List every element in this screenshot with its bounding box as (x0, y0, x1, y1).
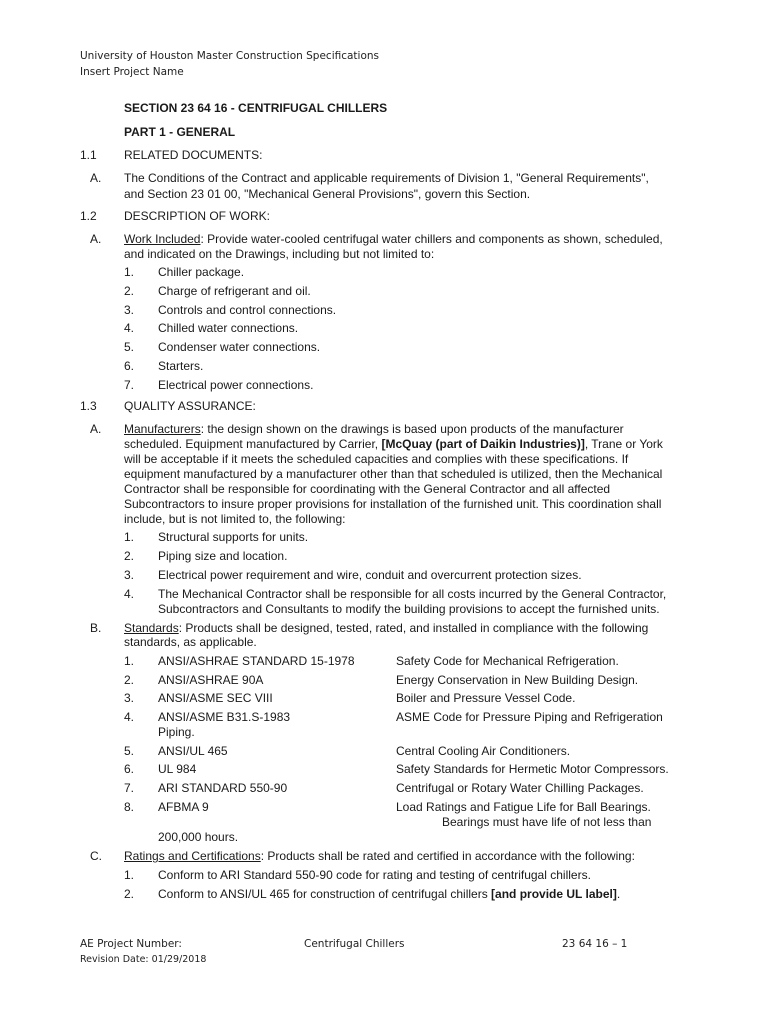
list-number: 1. (124, 265, 135, 279)
list-item: Condenser water connections. (158, 340, 321, 354)
bracketed-option: [and provide UL label] (491, 887, 617, 901)
paragraph-lead: Work Included (124, 232, 201, 246)
list-item (158, 886, 620, 902)
list-item: Starters. (158, 359, 204, 373)
paragraph-line: Contractor shall be responsible for coordinating with the General Contractor and all affected (124, 482, 611, 496)
standard-name: ANSI/UL 465 (158, 744, 228, 758)
standard-description: Central Cooling Air Conditioners. (396, 744, 571, 758)
list-item: Charge of refrigerant and oil. (158, 284, 311, 298)
paragraph-line (124, 421, 624, 437)
list-number: 7. (124, 781, 135, 795)
standard-description: Boiler and Pressure Vessel Code. (396, 691, 576, 705)
standard-name: ARI STANDARD 550-90 (158, 781, 288, 795)
list-number: 2. (124, 284, 135, 298)
paragraph-line: The Conditions of the Contract and applicable requirements of Division 1, "General Requirements", (124, 171, 649, 185)
part-title: PART 1 - GENERAL (124, 125, 236, 139)
paragraph-line: will be acceptable if it meets the scheduled capacities and complies with these specifications. If (124, 452, 629, 466)
list-number: 4. (124, 587, 135, 601)
paragraph-line: equipment manufactured by a manufacturer other than that scheduled is utilized, then the Mechanical (124, 467, 663, 481)
list-item: Piping size and location. (158, 549, 288, 563)
article-number: 1.2 (80, 209, 97, 223)
list-number: 4. (124, 321, 135, 335)
list-number: 3. (124, 303, 135, 317)
article-title: DESCRIPTION OF WORK: (124, 209, 271, 223)
paragraph-text: , Trane or York (584, 437, 663, 451)
list-number: 2. (124, 673, 135, 687)
standard-description: Energy Conservation in New Building Design. (396, 673, 639, 687)
paragraph-text: : the design shown on the drawings is based upon products of the manufacturer (200, 422, 624, 436)
paragraph-lead: Ratings and Certifications (124, 849, 261, 863)
list-number: 6. (124, 359, 135, 373)
paragraph-text: : Provide water-cooled centrifugal water chillers and components as shown, scheduled, (200, 232, 663, 246)
paragraph-letter: A. (90, 422, 102, 436)
paragraph-letter: B. (90, 621, 102, 635)
paragraph-letter: A. (90, 232, 102, 246)
list-item-continued: Subcontractors and Consultants to modify the building provisions to accept the furnished units. (158, 602, 660, 616)
list-item-text: . (616, 887, 621, 901)
list-number: 1. (124, 868, 135, 882)
list-item: Chiller package. (158, 265, 245, 279)
standard-description-continued: Piping. (158, 725, 195, 739)
list-item: Structural supports for units. (158, 530, 309, 544)
paragraph-letter: C. (90, 849, 102, 863)
standard-description: Load Ratings and Fatigue Life for Ball Bearings. (396, 800, 651, 814)
list-number: 2. (124, 887, 135, 901)
standard-name: ANSI/ASME B31.S-1983 (158, 710, 291, 724)
list-number: 4. (124, 710, 135, 724)
list-item: The Mechanical Contractor shall be responsible for all costs incurred by the General Contractor, (158, 587, 667, 601)
list-number: 3. (124, 691, 135, 705)
paragraph-lead: Manufacturers (124, 422, 201, 436)
article-number: 1.1 (80, 148, 97, 162)
list-item: Controls and control connections. (158, 303, 337, 317)
list-number: 8. (124, 800, 135, 814)
list-number: 7. (124, 378, 135, 392)
paragraph-lead: Standards (124, 621, 179, 635)
section-title: SECTION 23 64 16 - CENTRIFUGAL CHILLERS (124, 101, 388, 115)
standard-name: ANSI/ASHRAE STANDARD 15-1978 (158, 654, 355, 668)
list-item: Chilled water connections. (158, 321, 299, 335)
article-number: 1.3 (80, 399, 97, 413)
list-number: 5. (124, 744, 135, 758)
paragraph-line: and indicated on the Drawings, including but not limited to: (124, 247, 435, 261)
article-title: QUALITY ASSURANCE: (124, 399, 256, 413)
standard-name: ANSI/ASHRAE 90A (158, 673, 264, 687)
list-number: 3. (124, 568, 135, 582)
paragraph-letter: A. (90, 171, 102, 185)
footer-project-number: AE Project Number: (80, 938, 182, 950)
list-number: 5. (124, 340, 135, 354)
paragraph-text: : Products shall be designed, tested, rated, and installed in compliance with the following (178, 621, 649, 635)
paragraph-line: include, but is not limited to, the following: (124, 512, 346, 526)
standard-name: UL 984 (158, 762, 197, 776)
list-number: 1. (124, 654, 135, 668)
list-number: 2. (124, 549, 135, 563)
paragraph-line: and Section 23 01 00, "Mechanical General Provisions", govern this Section. (124, 187, 531, 201)
standard-description: Safety Code for Mechanical Refrigeration. (396, 654, 619, 668)
standard-name: ANSI/ASME SEC VIII (158, 691, 273, 705)
bracketed-option: [McQuay (part of Daikin Industries)] (381, 437, 585, 451)
list-item-text: Conform to ANSI/UL 465 for construction of centrifugal chillers (158, 887, 492, 901)
standard-description: Centrifugal or Rotary Water Chilling Packages. (396, 781, 644, 795)
footer-doc-title: Centrifugal Chillers (304, 938, 405, 950)
paragraph-line (124, 231, 663, 247)
list-item: Conform to ARI Standard 550-90 code for rating and testing of centrifugal chillers. (158, 868, 591, 882)
header-institution: University of Houston Master Construction Specifications (80, 50, 380, 62)
list-item: Electrical power connections. (158, 378, 314, 392)
page-header (80, 48, 379, 80)
footer-revision-date: Revision Date: 01/29/2018 (80, 954, 207, 965)
standard-description-continued: Bearings must have life of not less than (442, 815, 652, 829)
standard-description: ASME Code for Pressure Piping and Refrigeration (396, 710, 663, 724)
standard-description-continued: 200,000 hours. (158, 830, 239, 844)
list-number: 6. (124, 762, 135, 776)
standard-description: Safety Standards for Hermetic Motor Compressors. (396, 762, 669, 776)
standard-name: AFBMA 9 (158, 800, 209, 814)
paragraph-line (124, 436, 663, 452)
article-title: RELATED DOCUMENTS: (124, 148, 263, 162)
paragraph-text: : Products shall be rated and certified in accordance with the following: (260, 849, 635, 863)
paragraph-line: standards, as applicable. (124, 635, 257, 649)
list-item: Electrical power requirement and wire, conduit and overcurrent protection sizes. (158, 568, 582, 582)
footer-page-number: 23 64 16 – 1 (562, 938, 628, 950)
header-project-name: Insert Project Name (80, 66, 184, 78)
paragraph-line (124, 848, 635, 864)
paragraph-line: Subcontractors to insure proper provisions for installation of the furnished unit. This coordination shall (124, 497, 662, 511)
list-number: 1. (124, 530, 135, 544)
paragraph-text: scheduled. Equipment manufactured by Carrier, (124, 437, 382, 451)
